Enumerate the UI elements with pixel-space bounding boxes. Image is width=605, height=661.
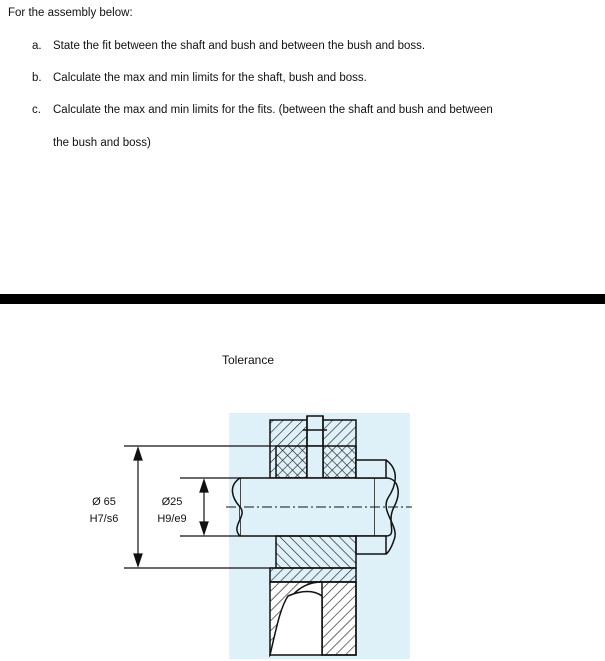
question-c-continuation: the bush and boss) — [53, 137, 151, 149]
intro-text: For the assembly below: — [8, 7, 133, 19]
question-b-marker: b. — [32, 72, 42, 84]
question-a-marker: a. — [32, 40, 42, 52]
figure-caption: Tolerance — [222, 353, 275, 367]
outer-dim-size: Ø 65 — [92, 496, 116, 508]
boss-lower — [270, 568, 356, 655]
inner-dim-size: Ø25 — [161, 496, 183, 508]
question-c-marker: c. — [32, 104, 41, 116]
bush-upper — [276, 446, 356, 478]
outer-dim-fit: H7/s6 — [89, 513, 119, 525]
question-c-text: Calculate the max and min limits for the fits. (between the shaft and bush and between — [53, 104, 493, 116]
inner-dim-fit: H9/e9 — [157, 513, 187, 525]
bush-lower — [276, 536, 356, 568]
question-a-text: State the fit between the shaft and bush and between the bush and boss. — [53, 40, 426, 52]
question-b-text: Calculate the max and min limits for the shaft, bush and boss. — [53, 72, 367, 84]
